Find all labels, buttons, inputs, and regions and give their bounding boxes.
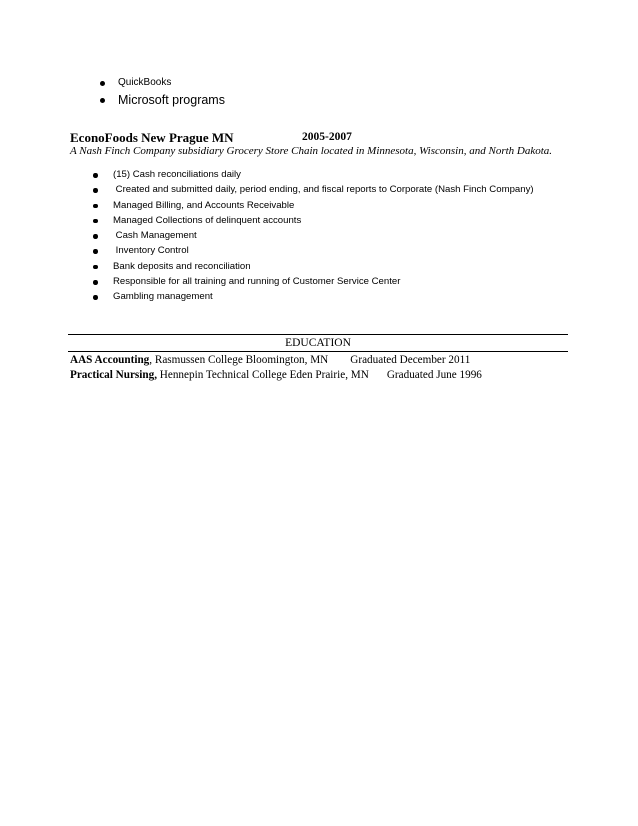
section-divider-top bbox=[68, 334, 568, 335]
bullet-icon bbox=[93, 219, 98, 224]
duty-text: Cash Management bbox=[113, 230, 197, 242]
list-item bbox=[93, 260, 534, 275]
employer-name: EconoFoods New Prague MN bbox=[70, 130, 234, 145]
duties-list bbox=[93, 168, 534, 306]
bullet-icon bbox=[93, 280, 98, 285]
duty-text: (15) Cash reconciliations daily bbox=[113, 169, 241, 180]
education-heading: EDUCATION bbox=[285, 337, 351, 349]
list-item bbox=[93, 214, 534, 229]
school-name: Hennepin Technical College Eden Prairie, MN bbox=[157, 369, 369, 381]
education-entry bbox=[70, 353, 470, 367]
list-item bbox=[98, 92, 225, 110]
list-item bbox=[93, 290, 534, 305]
school-name: Rasmussen College Bloomington, MN bbox=[152, 354, 329, 366]
duty-text: Inventory Control bbox=[113, 245, 189, 257]
skills-list bbox=[98, 76, 225, 110]
bullet-icon bbox=[93, 204, 98, 209]
education-entry bbox=[70, 368, 482, 382]
duty-text: Gambling management bbox=[113, 291, 213, 303]
duty-text: Created and submitted daily, period ending, and fiscal reports to Corporate (Nash Finch Company) bbox=[113, 184, 534, 196]
graduation-date: Graduated June 1996 bbox=[386, 369, 482, 381]
list-item bbox=[93, 199, 534, 214]
employment-dates: 2005-2007 bbox=[302, 131, 352, 143]
degree-name: Practical Nursing, bbox=[70, 369, 157, 381]
list-item bbox=[93, 244, 534, 259]
bullet-icon bbox=[93, 265, 98, 270]
graduation-date: Graduated December 2011 bbox=[350, 354, 471, 366]
list-item bbox=[93, 183, 534, 198]
list-item bbox=[93, 168, 534, 183]
list-item bbox=[93, 275, 534, 290]
degree-name: AAS Accounting bbox=[70, 354, 150, 366]
employer-description: A Nash Finch Company subsidiary Grocery Store Chain located in Minnesota, Wisconsin, and North Dakota. bbox=[70, 145, 553, 157]
bullet-icon bbox=[93, 295, 98, 300]
duty-text: Responsible for all training and running of Customer Service Center bbox=[113, 276, 401, 288]
list-item bbox=[98, 76, 225, 92]
duty-text: Managed Billing, and Accounts Receivable bbox=[113, 199, 295, 211]
list-item bbox=[93, 229, 534, 244]
section-divider-bottom bbox=[68, 351, 568, 352]
bullet-icon bbox=[93, 234, 98, 239]
duty-text: Bank deposits and reconciliation bbox=[113, 260, 251, 272]
bullet-icon bbox=[100, 98, 105, 103]
duty-text: Managed Collections of delinquent accounts bbox=[113, 214, 302, 226]
bullet-icon bbox=[93, 188, 98, 193]
skill-label: QuickBooks bbox=[118, 77, 172, 88]
bullet-icon bbox=[100, 81, 105, 86]
bullet-icon bbox=[93, 173, 98, 178]
degree-separator: , bbox=[149, 354, 153, 366]
skill-label: Microsoft programs bbox=[118, 93, 225, 107]
bullet-icon bbox=[93, 249, 98, 254]
